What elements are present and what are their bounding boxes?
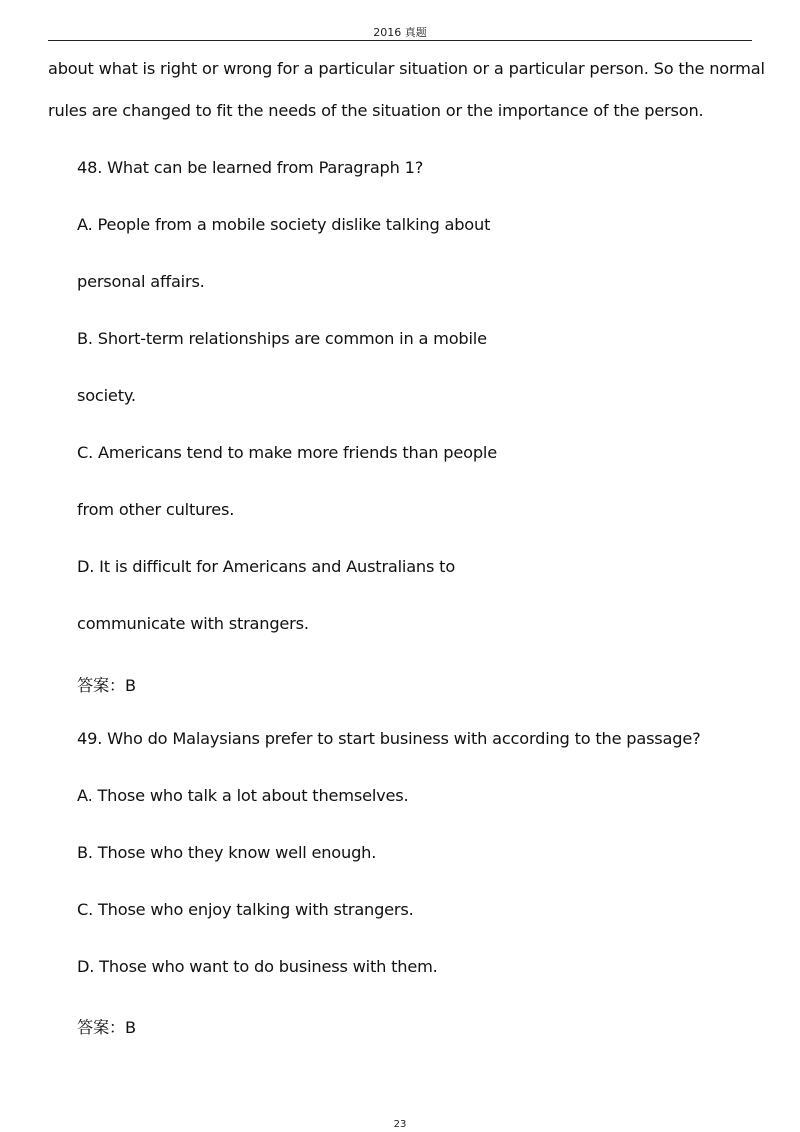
passage-line: rules are changed to fit the needs of the situation or the importance of the person. [48, 101, 704, 120]
question-49-option-b: B. Those who they know well enough. [77, 843, 377, 862]
question-48-option-d-cont: communicate with strangers. [77, 614, 309, 633]
question-48-stem: 48. What can be learned from Paragraph 1? [77, 158, 424, 177]
question-49-answer: 答案：B [77, 1018, 136, 1037]
passage-line: about what is right or wrong for a particular situation or a particular person. So the normal [48, 59, 765, 78]
question-48-option-b-cont: society. [77, 386, 136, 405]
question-48-option-b: B. Short-term relationships are common in a mobile [77, 329, 487, 348]
question-49-option-d: D. Those who want to do business with them. [77, 957, 438, 976]
question-48-option-a: A. People from a mobile society dislike talking about [77, 215, 491, 234]
page-number: 23 [393, 1119, 407, 1130]
question-48-option-a-cont: personal affairs. [77, 272, 205, 291]
page-header: 2016 真题 [373, 26, 427, 39]
question-49-stem: 49. Who do Malaysians prefer to start business with according to the passage? [77, 729, 701, 748]
question-48-option-d: D. It is difficult for Americans and Australians to [77, 557, 456, 576]
header-divider [48, 40, 752, 41]
question-48-answer: 答案：B [77, 676, 136, 695]
question-48-option-c: C. Americans tend to make more friends than people [77, 443, 497, 462]
question-48-option-c-cont: from other cultures. [77, 500, 235, 519]
question-49-option-a: A. Those who talk a lot about themselves. [77, 786, 409, 805]
question-49-option-c: C. Those who enjoy talking with strangers. [77, 900, 414, 919]
